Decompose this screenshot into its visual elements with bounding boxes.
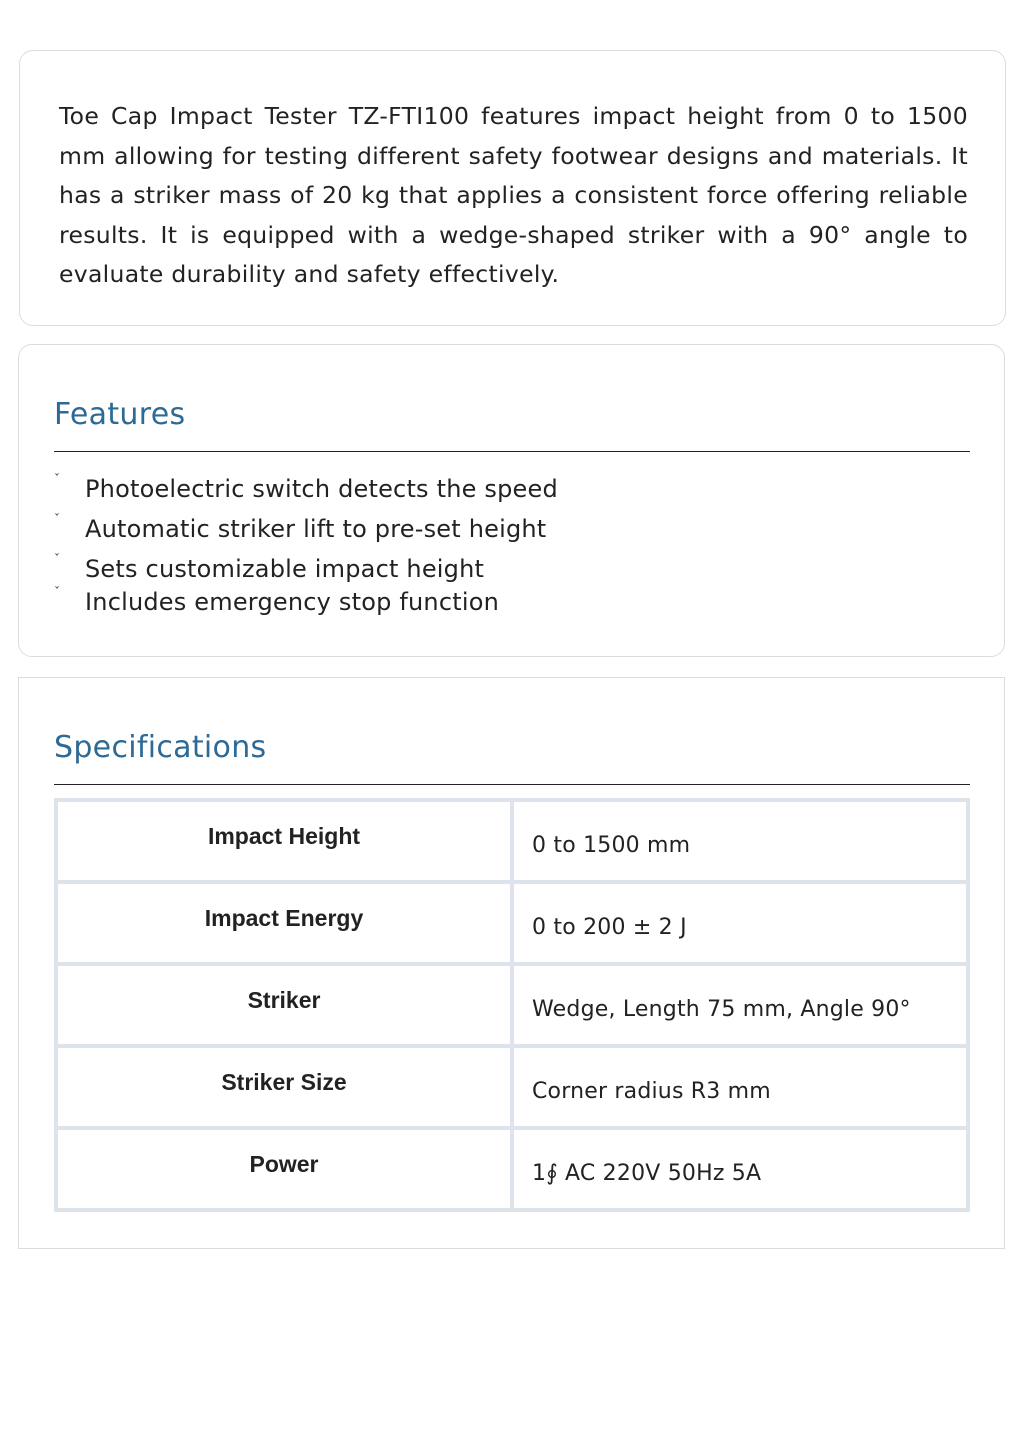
feature-label: Sets customizable impact height bbox=[85, 555, 485, 583]
spec-value-cell bbox=[512, 1046, 968, 1128]
spec-name: Impact Height bbox=[207, 822, 361, 849]
table-row bbox=[56, 882, 968, 964]
intro-description: Toe Cap Impact Tester TZ-FTI100 features impact height from 0 to 1500 mm allowing for testing different safety footwear designs and materials. It has a striker mass of 20 kg that applies a consistent force offering reliable results. It is equipped with a wedge-shaped striker with a 90° angle to evaluate durability and safety effectively. bbox=[59, 102, 968, 288]
specifications-table bbox=[54, 798, 970, 1212]
table-row bbox=[56, 800, 968, 882]
check-icon: ˇ bbox=[54, 585, 60, 599]
specifications-heading: Specifications bbox=[54, 730, 267, 765]
feature-label: Includes emergency stop function bbox=[85, 588, 499, 616]
spec-value-cell bbox=[512, 964, 968, 1046]
spec-value: 0 to 1500 mm bbox=[532, 832, 691, 858]
features-heading: Features bbox=[54, 397, 186, 432]
table-row bbox=[56, 1128, 968, 1210]
specifications-divider bbox=[54, 784, 970, 785]
spec-name-cell bbox=[56, 1046, 512, 1128]
table-row bbox=[56, 1046, 968, 1128]
spec-name: Striker Size bbox=[221, 1068, 347, 1095]
table-row bbox=[56, 964, 968, 1046]
check-icon: ˇ bbox=[54, 552, 60, 566]
features-divider bbox=[54, 451, 970, 452]
check-icon: ˇ bbox=[54, 472, 60, 486]
spec-name-cell bbox=[56, 1128, 512, 1210]
feature-label: Photoelectric switch detects the speed bbox=[85, 475, 558, 503]
feature-label: Automatic striker lift to pre-set height bbox=[85, 515, 547, 543]
spec-name-cell bbox=[56, 800, 512, 882]
spec-value: 1∮ AC 220V 50Hz 5A bbox=[532, 1160, 762, 1186]
specifications-card bbox=[18, 677, 1005, 1249]
spec-name: Impact Energy bbox=[204, 904, 364, 931]
spec-value-cell bbox=[512, 1128, 968, 1210]
check-icon: ˇ bbox=[54, 512, 60, 526]
spec-value-cell bbox=[512, 882, 968, 964]
spec-value: 0 to 200 ± 2 J bbox=[532, 914, 687, 940]
intro-card bbox=[19, 50, 1006, 326]
spec-name-cell bbox=[56, 882, 512, 964]
spec-name-cell bbox=[56, 964, 512, 1046]
spec-value: Corner radius R3 mm bbox=[532, 1078, 771, 1104]
spec-name: Power bbox=[249, 1150, 319, 1177]
spec-value-cell bbox=[512, 800, 968, 882]
spec-name: Striker bbox=[247, 986, 321, 1013]
features-card bbox=[18, 344, 1005, 657]
spec-value: Wedge, Length 75 mm, Angle 90° bbox=[532, 996, 911, 1022]
